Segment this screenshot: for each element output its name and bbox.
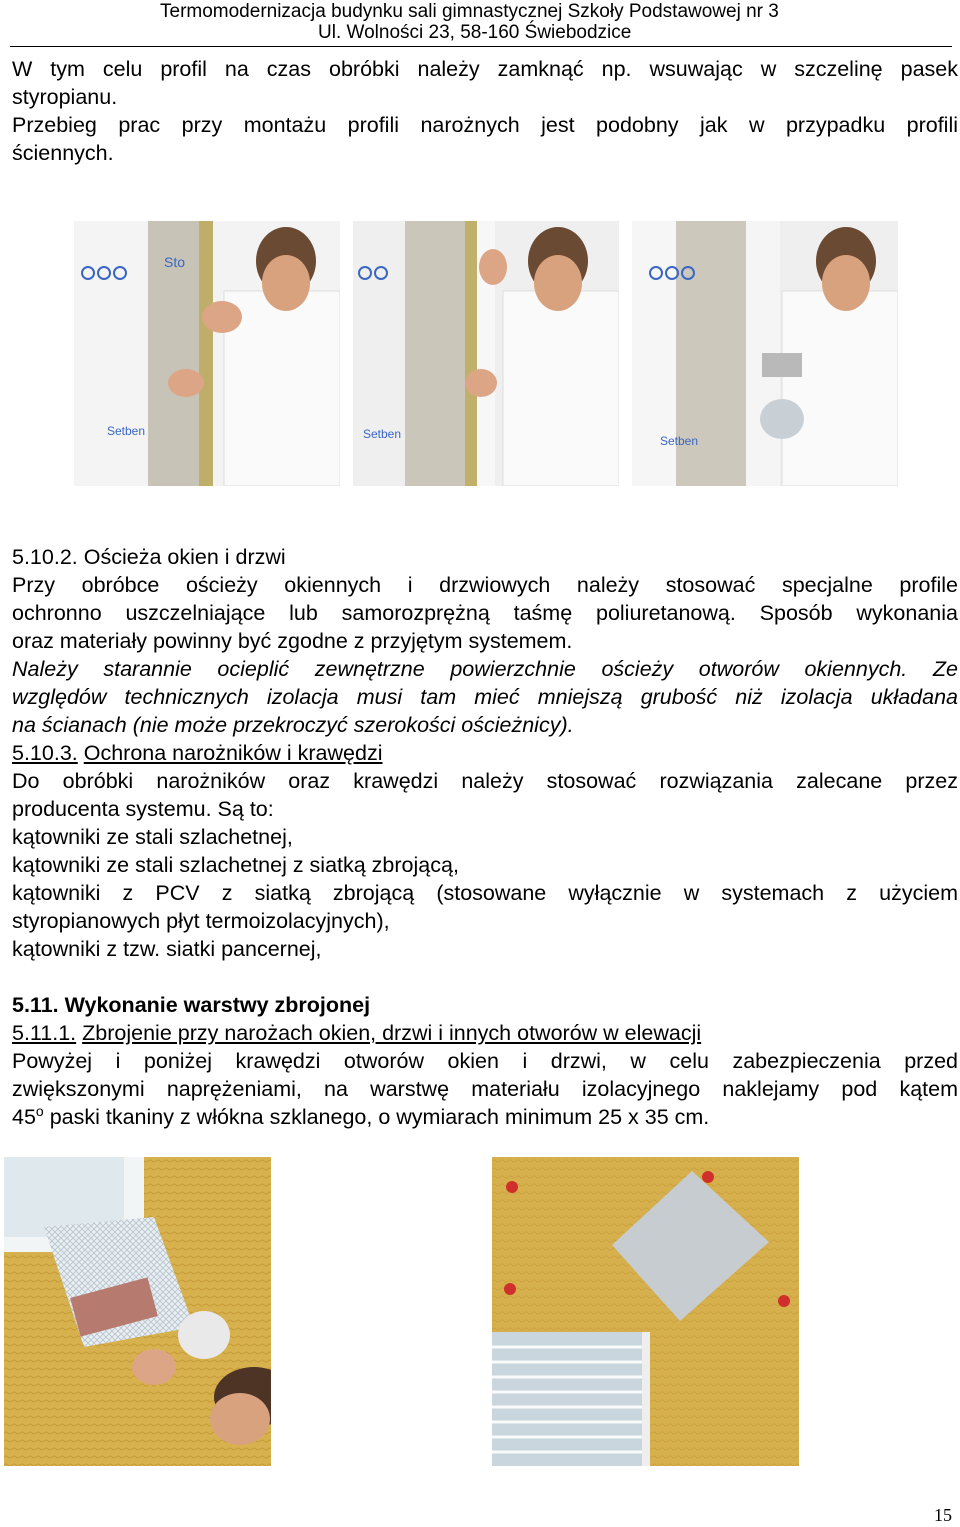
section-5-11-heading: 5.11. Wykonanie warstwy zbrojonej [12,993,371,1017]
intro-line-3: Przebieg prac przy montażu profili narożnych jest podobny jak w przypadku profili [12,113,958,137]
intro-line-4: ściennych. [12,141,114,165]
list-item-3a: kątowniki z PCV z siatką zbrojącą (stosowane wyłącznie w systemach z użyciem [12,881,958,905]
photo-diagonal-mesh-strip [492,1157,799,1466]
photo-profile-installation-1 [74,221,340,486]
section-5-10-2-italic-2: względów technicznych izolacja musi tam mieć mniejszą grubość niż izolacja układana [12,685,958,709]
photo-mark-label: Setben [660,434,699,448]
photo-mark-label: Setben [107,424,146,438]
header-divider [10,46,952,47]
photo-profile-installation-2 [353,221,619,486]
section-5-10-2-line-1: Przy obróbce ościeży okiennych i drzwiowych należy stosować specjalne profile [12,573,958,597]
header-title: Termomodernizacja budynku sali gimnastycznej Szkoły Podstawowej nr 3 [160,1,779,22]
section-5-10-2-heading [12,543,286,571]
list-item-2: kątowniki ze stali szlachetnej z siatką zbrojącą, [12,853,459,877]
page-number: 15 [934,1505,952,1525]
photo-mesh-corner-reinforcement [4,1157,271,1466]
intro-line-2: styropianu. [12,85,118,109]
section-title: Zbrojenie przy narożach okien, drzwi i innych otworów w elewacji [82,1021,702,1045]
photo-profile-installation-3 [632,221,898,486]
photo-mark-label: Setben [363,427,402,441]
section-5-10-3-heading [12,739,382,767]
photo-brand-label: Sto [164,254,186,270]
section-5-10-2-line-3: oraz materiały powinny być zgodne z przyjętym systemem. [12,629,573,653]
list-item-3b: styropianowych płyt termoizolacyjnych), [12,909,390,933]
section-5-11-1-heading [12,1019,701,1047]
header-address: Ul. Wolności 23, 58-160 Świebodzice [318,22,632,43]
section-5-10-3-line-2: producenta systemu. Są to: [12,797,274,821]
list-item-1: kątowniki ze stali szlachetnej, [12,825,293,849]
angle-value: 45 [12,1105,36,1129]
section-title: Ościeża okien i drzwi [83,545,286,569]
line-3-text: paski tkaniny z włókna szklanego, o wymiarach minimum 25 x 35 cm. [43,1105,710,1129]
section-5-10-2-italic-1: Należy starannie ocieplić zewnętrzne powierzchnie ościeży otworów okiennych. Ze [12,657,958,681]
section-number: 5.10.2. [12,545,78,569]
list-item-4: kątowniki z tzw. siatki pancernej, [12,937,322,961]
section-number: 5.11.1. [12,1021,77,1045]
section-5-10-3-line-1: Do obróbki narożników oraz krawędzi należy stosować rozwiązania zalecane przez [12,769,958,793]
section-5-11-1-line-2: zwiększonymi naprężeniami, na warstwę materiału izolacyjnego naklejamy pod kątem [12,1077,958,1101]
section-5-10-2-italic-3: na ścianach (nie może przekroczyć szerokości ościeżnicy). [12,713,574,737]
section-title: Ochrona narożników i krawędzi [83,741,383,765]
section-5-10-2-line-2: ochronno uszczelniające lub samorozprężną taśmę poliuretanową. Sposób wykonania [12,601,958,625]
intro-line-1: W tym celu profil na czas obróbki należy zamknąć np. wsuwając w szczelinę pasek [12,57,958,81]
section-number: 5.10.3. [12,741,78,765]
section-5-11-1-line-3 [12,1103,709,1131]
degree-sup: o [35,1102,44,1119]
section-5-11-1-line-1: Powyżej i poniżej krawędzi otworów okien i drzwi, w celu zabezpieczenia przed [12,1049,958,1073]
